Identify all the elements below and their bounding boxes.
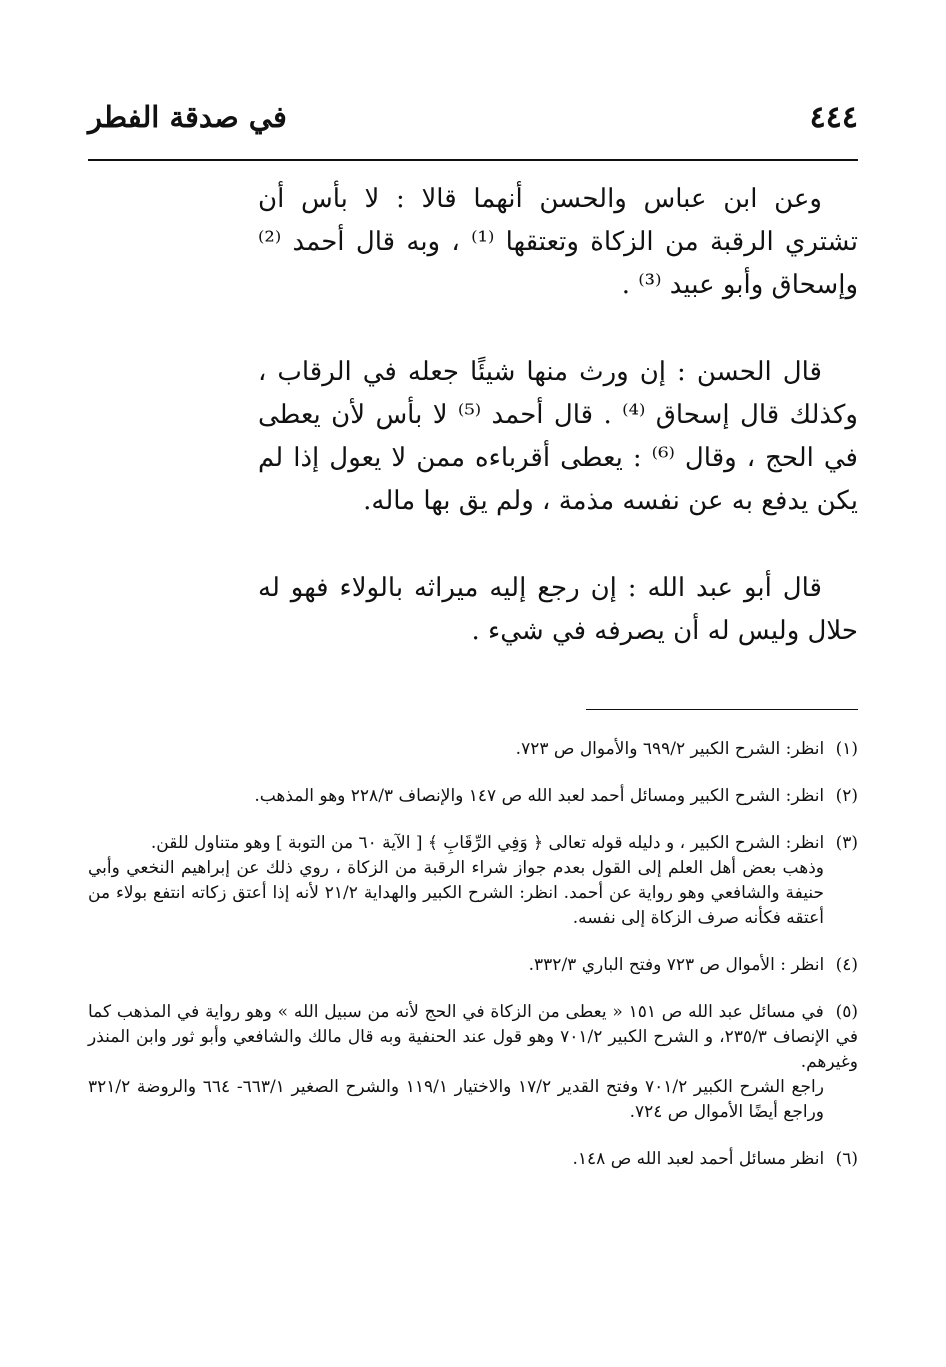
footnote-text: انظر: الشرح الكبير ٦٩٩/٢ والأموال ص ٧٢٣. [515, 739, 825, 759]
paragraph: قال أبو عبد الله : إن رجع إليه ميراثه بالولاء فهو له حلال وليس له أن يصرفه في شيء . [258, 573, 858, 646]
footnote-continuation: راجع الشرح الكبير ٧٠١/٢ وفتح القدير ١٧/٢ والاختيار ١١٩/١ والشرح الصغير ٦٦٣/١- ٦٦٤ والروضة ٣٢١/٢ وراجع أيضًا الأموال ص ٧٢٤. [88, 1077, 824, 1122]
footnote-3 [88, 831, 858, 931]
footnote-number: (٢) [835, 786, 858, 806]
footnote-text: انظر: الشرح الكبير ومسائل أحمد لعبد الله ص ١٤٧ والإنصاف ٢٢٨/٣ وهو المذهب. [254, 786, 825, 806]
footnote-5 [88, 1000, 858, 1125]
page-header [88, 100, 858, 156]
footnote-number: (٤) [835, 955, 858, 975]
footnote-divider [586, 709, 858, 710]
footnote-continuation: وذهب بعض أهل العلم إلى القول بعدم جواز شراء الرقبة من الزكاة ، روي ذلك عن إبراهيم النخعي وأبي حنيفة والشافعي وهو رواية عن أحمد. انظر: الشرح الكبير والهداية ٢١/٢ لأنه إذا أعتق زكاته انتفع بولاء من أعتقه فكأنه صرف الزكاة إلى نفسه. [88, 858, 824, 928]
footnote-1 [88, 737, 858, 762]
footnote-text: انظر مسائل أحمد لعبد الله ص ١٤٨. [572, 1149, 825, 1169]
header-rule [88, 159, 858, 161]
main-text [258, 178, 858, 697]
footnote-2 [88, 784, 858, 809]
paragraph: وعن ابن عباس والحسن أنهما قالا : لا بأس أن تشتري الرقبة من الزكاة وتعتقها ⁽¹⁾ ، وبه قال أحمد ⁽²⁾ وإسحاق وأبو عبيد ⁽³⁾ . [258, 184, 858, 300]
footnotes [88, 737, 858, 1194]
footnote-number: (٦) [835, 1149, 858, 1169]
paragraph: قال الحسن : إن ورث منها شيئًا جعله في الرقاب ، وكذلك قال إسحاق ⁽⁴⁾ . قال أحمد ⁽⁵⁾ لا بأس لأن يعطى في الحج ، وقال ⁽⁶⁾ : يعطى أقرباءه ممن لا يعول إذا لم يكن يدفع به عن نفسه مذمة ، ولم يق بها ماله. [258, 357, 858, 516]
footnote-number: (٥) [835, 1002, 858, 1022]
footnote-number: (٣) [835, 833, 858, 853]
footnote-text: في مسائل عبد الله ص ١٥١ « يعطى من الزكاة في الحج لأنه من سبيل الله » وهو رواية في المذهب كما في الإنصاف ٢٣٥/٣، و الشرح الكبير ٧٠١/٢ وهو قول عند الحنفية وبه قال مالك والشافعي وأبو ثور وابن المنذر وغيرهم. [88, 1002, 858, 1072]
running-title: في صدقة الفطر [88, 100, 287, 134]
footnote-6 [88, 1147, 858, 1172]
page-number: ٤٤٤ [809, 100, 858, 135]
footnote-text: انظر: الشرح الكبير ، و دليله قوله تعالى ﴿ وَفِي الرِّقَابِ ﴾ [ الآية ٦٠ من التوبة ] وهو متناول للقن. [150, 833, 825, 853]
footnote-4 [88, 953, 858, 978]
footnote-number: (١) [835, 739, 858, 759]
footnote-text: انظر : الأموال ص ٧٢٣ وفتح الباري ٣٣٢/٣. [528, 955, 825, 975]
